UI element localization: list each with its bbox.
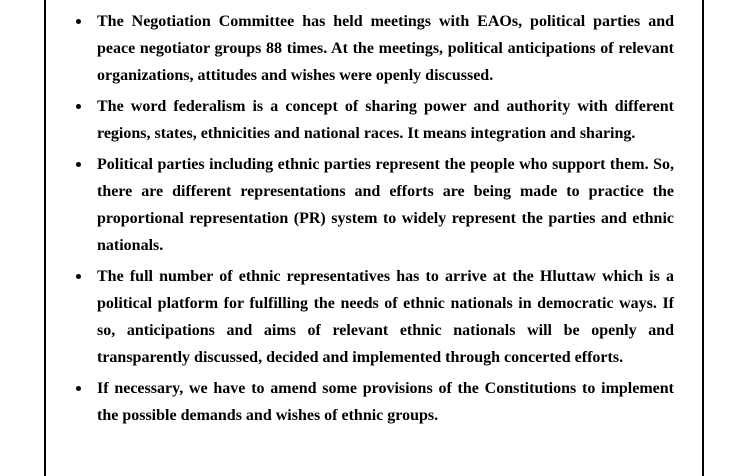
bullet-item-ethnic-representatives bbox=[97, 263, 674, 371]
bullet-marker bbox=[76, 104, 81, 109]
bullet-item-federalism bbox=[97, 93, 674, 147]
bullet-marker bbox=[76, 162, 81, 167]
bullet-text: Political parties including ethnic parties represent the people who support them. So, there are different representations and efforts are being made to practice the proportional representation (PR) system to widely represent the parties and ethnic nationals. bbox=[97, 156, 674, 254]
bullet-text: The Negotiation Committee has held meetings with EAOs, political parties and peace negotiator groups 88 times. At the meetings, political anticipations of relevant organizations, attitudes and wishes were openly discussed. bbox=[97, 13, 674, 84]
bullet-item-constitution-amendment bbox=[97, 375, 674, 429]
bullet-item-negotiation-committee bbox=[97, 8, 674, 89]
bullet-marker bbox=[76, 274, 81, 279]
bullet-text: The full number of ethnic representatives has to arrive at the Hluttaw which is a political platform for fulfilling the needs of ethnic nationals in democratic ways. If so, anticipations and aims of relevant ethnic nationals will be openly and transparently discussed, decided and implemented through concerted efforts. bbox=[97, 268, 674, 366]
bullet-list bbox=[0, 8, 674, 433]
bullet-text: The word federalism is a concept of sharing power and authority with different regions, states, ethnicities and national races. It means integration and sharing. bbox=[97, 98, 674, 142]
bullet-text: If necessary, we have to amend some provisions of the Constitutions to implement the possible demands and wishes of ethnic groups. bbox=[97, 380, 674, 424]
bullet-item-political-parties bbox=[97, 151, 674, 259]
bullet-marker bbox=[76, 386, 81, 391]
bullet-marker bbox=[76, 19, 81, 24]
